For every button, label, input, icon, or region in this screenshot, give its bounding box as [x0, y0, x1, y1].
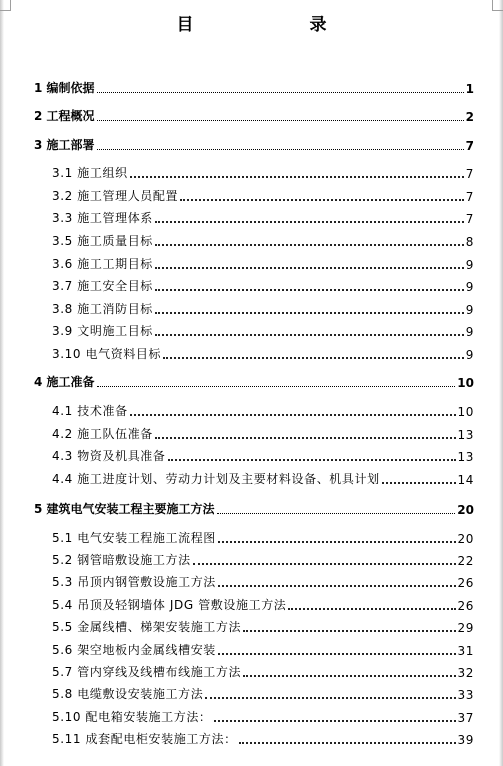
toc-entry[interactable] [34, 373, 474, 390]
toc-entry-title: 5.8 电缆敷设安装施工方法 [52, 687, 204, 701]
toc-dot-leader [97, 148, 464, 150]
toc-dot-leader [97, 119, 464, 121]
toc-entry-title: 2 工程概况 [34, 109, 95, 123]
toc-entry-title: 5.3 吊顶内钢管敷设施工方法 [52, 575, 216, 589]
page-edge-right [499, 0, 503, 766]
toc-entry-title: 3.2 施工管理人员配置 [52, 189, 179, 203]
toc-dot-leader [97, 91, 464, 93]
toc-entry-title: 4.4 施工进度计划、劳动力计划及主要材料设备、机具计划 [52, 472, 380, 486]
toc-dot-leader [217, 512, 456, 514]
toc-entry[interactable] [52, 164, 474, 181]
toc-entry[interactable] [52, 618, 474, 635]
toc-dot-leader [155, 288, 464, 291]
toc-entry-title: 3.3 施工管理体系 [52, 211, 153, 225]
toc-page-number: 7 [465, 212, 474, 226]
toc-dot-leader [130, 175, 464, 178]
toc-dot-leader [155, 243, 464, 246]
toc-entry[interactable] [34, 107, 474, 124]
toc-page-number: 14 [457, 473, 474, 487]
toc-page-number: 39 [457, 733, 474, 747]
toc-entry[interactable] [52, 255, 474, 272]
toc-dot-leader [243, 629, 455, 632]
toc-page-number: 7 [465, 190, 474, 204]
toc-page-number: 10 [457, 376, 474, 390]
toc-entry[interactable] [52, 402, 474, 419]
page-edge-left [0, 0, 4, 766]
toc-page-number: 9 [465, 303, 474, 317]
toc-entry-title: 3 施工部署 [34, 138, 95, 152]
toc-page-number: 26 [457, 576, 474, 590]
toc-dot-leader [180, 198, 464, 201]
toc-page-number: 20 [457, 503, 474, 517]
toc-dot-leader [155, 333, 464, 336]
toc-entry-title: 3.6 施工工期目标 [52, 257, 153, 271]
toc-entry-title: 5.6 架空地板内金属线槽安装 [52, 643, 216, 657]
toc-page-number: 20 [457, 532, 474, 546]
toc-page-number: 9 [465, 348, 474, 362]
toc-entry-title: 5.11 成套配电柜安装施工方法： [52, 732, 237, 746]
toc-entry[interactable] [52, 551, 474, 568]
toc-page-number: 13 [457, 450, 474, 464]
toc-entry[interactable] [52, 596, 474, 613]
toc-dot-leader [163, 356, 464, 359]
toc-dot-leader [239, 741, 456, 744]
toc-page-number: 32 [457, 666, 474, 680]
toc-dot-leader [288, 607, 455, 610]
toc-entry-title: 3.5 施工质量目标 [52, 234, 153, 248]
toc-dot-leader [205, 696, 455, 699]
toc-entry-title: 4.1 技术准备 [52, 404, 128, 418]
toc-entry[interactable] [52, 641, 474, 658]
toc-entry-title: 3.9 文明施工目标 [52, 324, 153, 338]
toc-dot-leader [168, 458, 456, 461]
toc-entry[interactable] [52, 187, 474, 204]
toc-entry[interactable] [34, 500, 474, 517]
toc-entry[interactable] [52, 447, 474, 464]
toc-dot-leader [155, 311, 464, 314]
toc-entry-title: 5.2 钢管暗敷设施工方法 [52, 553, 191, 567]
toc-page-number: 26 [457, 599, 474, 613]
toc-dot-leader [218, 584, 456, 587]
toc-entry[interactable] [52, 232, 474, 249]
toc-page-number: 22 [457, 554, 474, 568]
toc-entry[interactable] [52, 730, 474, 747]
toc-entry[interactable] [52, 277, 474, 294]
toc-entry[interactable] [52, 425, 474, 442]
toc-dot-leader [382, 481, 456, 484]
toc-dot-leader [214, 719, 456, 722]
toc-page-number: 7 [465, 167, 474, 181]
toc-entry[interactable] [52, 573, 474, 590]
toc-dot-leader [97, 385, 456, 387]
toc-page-number: 29 [457, 621, 474, 635]
toc-entry-title: 3.8 施工消防目标 [52, 302, 153, 316]
toc-entry[interactable] [52, 209, 474, 226]
toc-page-number: 8 [465, 235, 474, 249]
toc-dot-leader [130, 413, 456, 416]
toc-dot-leader [155, 266, 464, 269]
toc-entry[interactable] [52, 663, 474, 680]
toc-page-number: 31 [457, 644, 474, 658]
toc-entry[interactable] [34, 79, 474, 96]
toc-entry-title: 3.10 电气资料目标 [52, 347, 162, 361]
toc-page-number: 1 [465, 82, 474, 96]
toc-title: 目 录 [176, 15, 382, 35]
toc-dot-leader [193, 562, 456, 565]
toc-page-number: 7 [465, 139, 474, 153]
toc-dot-leader [218, 540, 456, 543]
toc-page-number: 9 [465, 258, 474, 272]
toc-page-number: 9 [465, 280, 474, 294]
toc-entry-title: 5.1 电气安装工程施工流程图 [52, 531, 216, 545]
toc-entry[interactable] [52, 685, 474, 702]
toc-page-number: 9 [465, 325, 474, 339]
toc-entry-title: 3.1 施工组织 [52, 166, 128, 180]
toc-page-number: 2 [465, 110, 474, 124]
toc-entry[interactable] [34, 136, 474, 153]
toc-dot-leader [243, 674, 455, 677]
toc-entry[interactable] [52, 470, 474, 487]
toc-page-number: 33 [457, 688, 474, 702]
toc-entry[interactable] [52, 322, 474, 339]
toc-entry-title: 5.4 吊顶及轻钢墙体 JDG 管敷设施工方法 [52, 598, 287, 612]
toc-entry[interactable] [52, 300, 474, 317]
toc-dot-leader [218, 652, 456, 655]
toc-page-number: 10 [457, 405, 474, 419]
toc-dot-leader [155, 220, 464, 223]
toc-entry-title: 5 建筑电气安装工程主要施工方法 [34, 502, 215, 516]
toc-entry-title: 5.5 金属线槽、梯架安装施工方法 [52, 620, 242, 634]
toc-entry-title: 5.7 管内穿线及线槽布线施工方法 [52, 665, 242, 679]
toc-entry-title: 4.2 施工队伍准备 [52, 427, 153, 441]
toc-entry-title: 4 施工准备 [34, 375, 95, 389]
toc-page-number: 37 [457, 711, 474, 725]
toc-entry-title: 5.10 配电箱安装施工方法： [52, 710, 212, 724]
toc-entry-title: 4.3 物资及机具准备 [52, 449, 166, 463]
toc-entry[interactable] [52, 529, 474, 546]
toc-entry[interactable] [52, 708, 474, 725]
toc-entry[interactable] [52, 345, 474, 362]
toc-entry-title: 1 编制依据 [34, 81, 95, 95]
toc-entry-title: 3.7 施工安全目标 [52, 279, 153, 293]
toc-page-number: 13 [457, 428, 474, 442]
toc-dot-leader [155, 436, 456, 439]
